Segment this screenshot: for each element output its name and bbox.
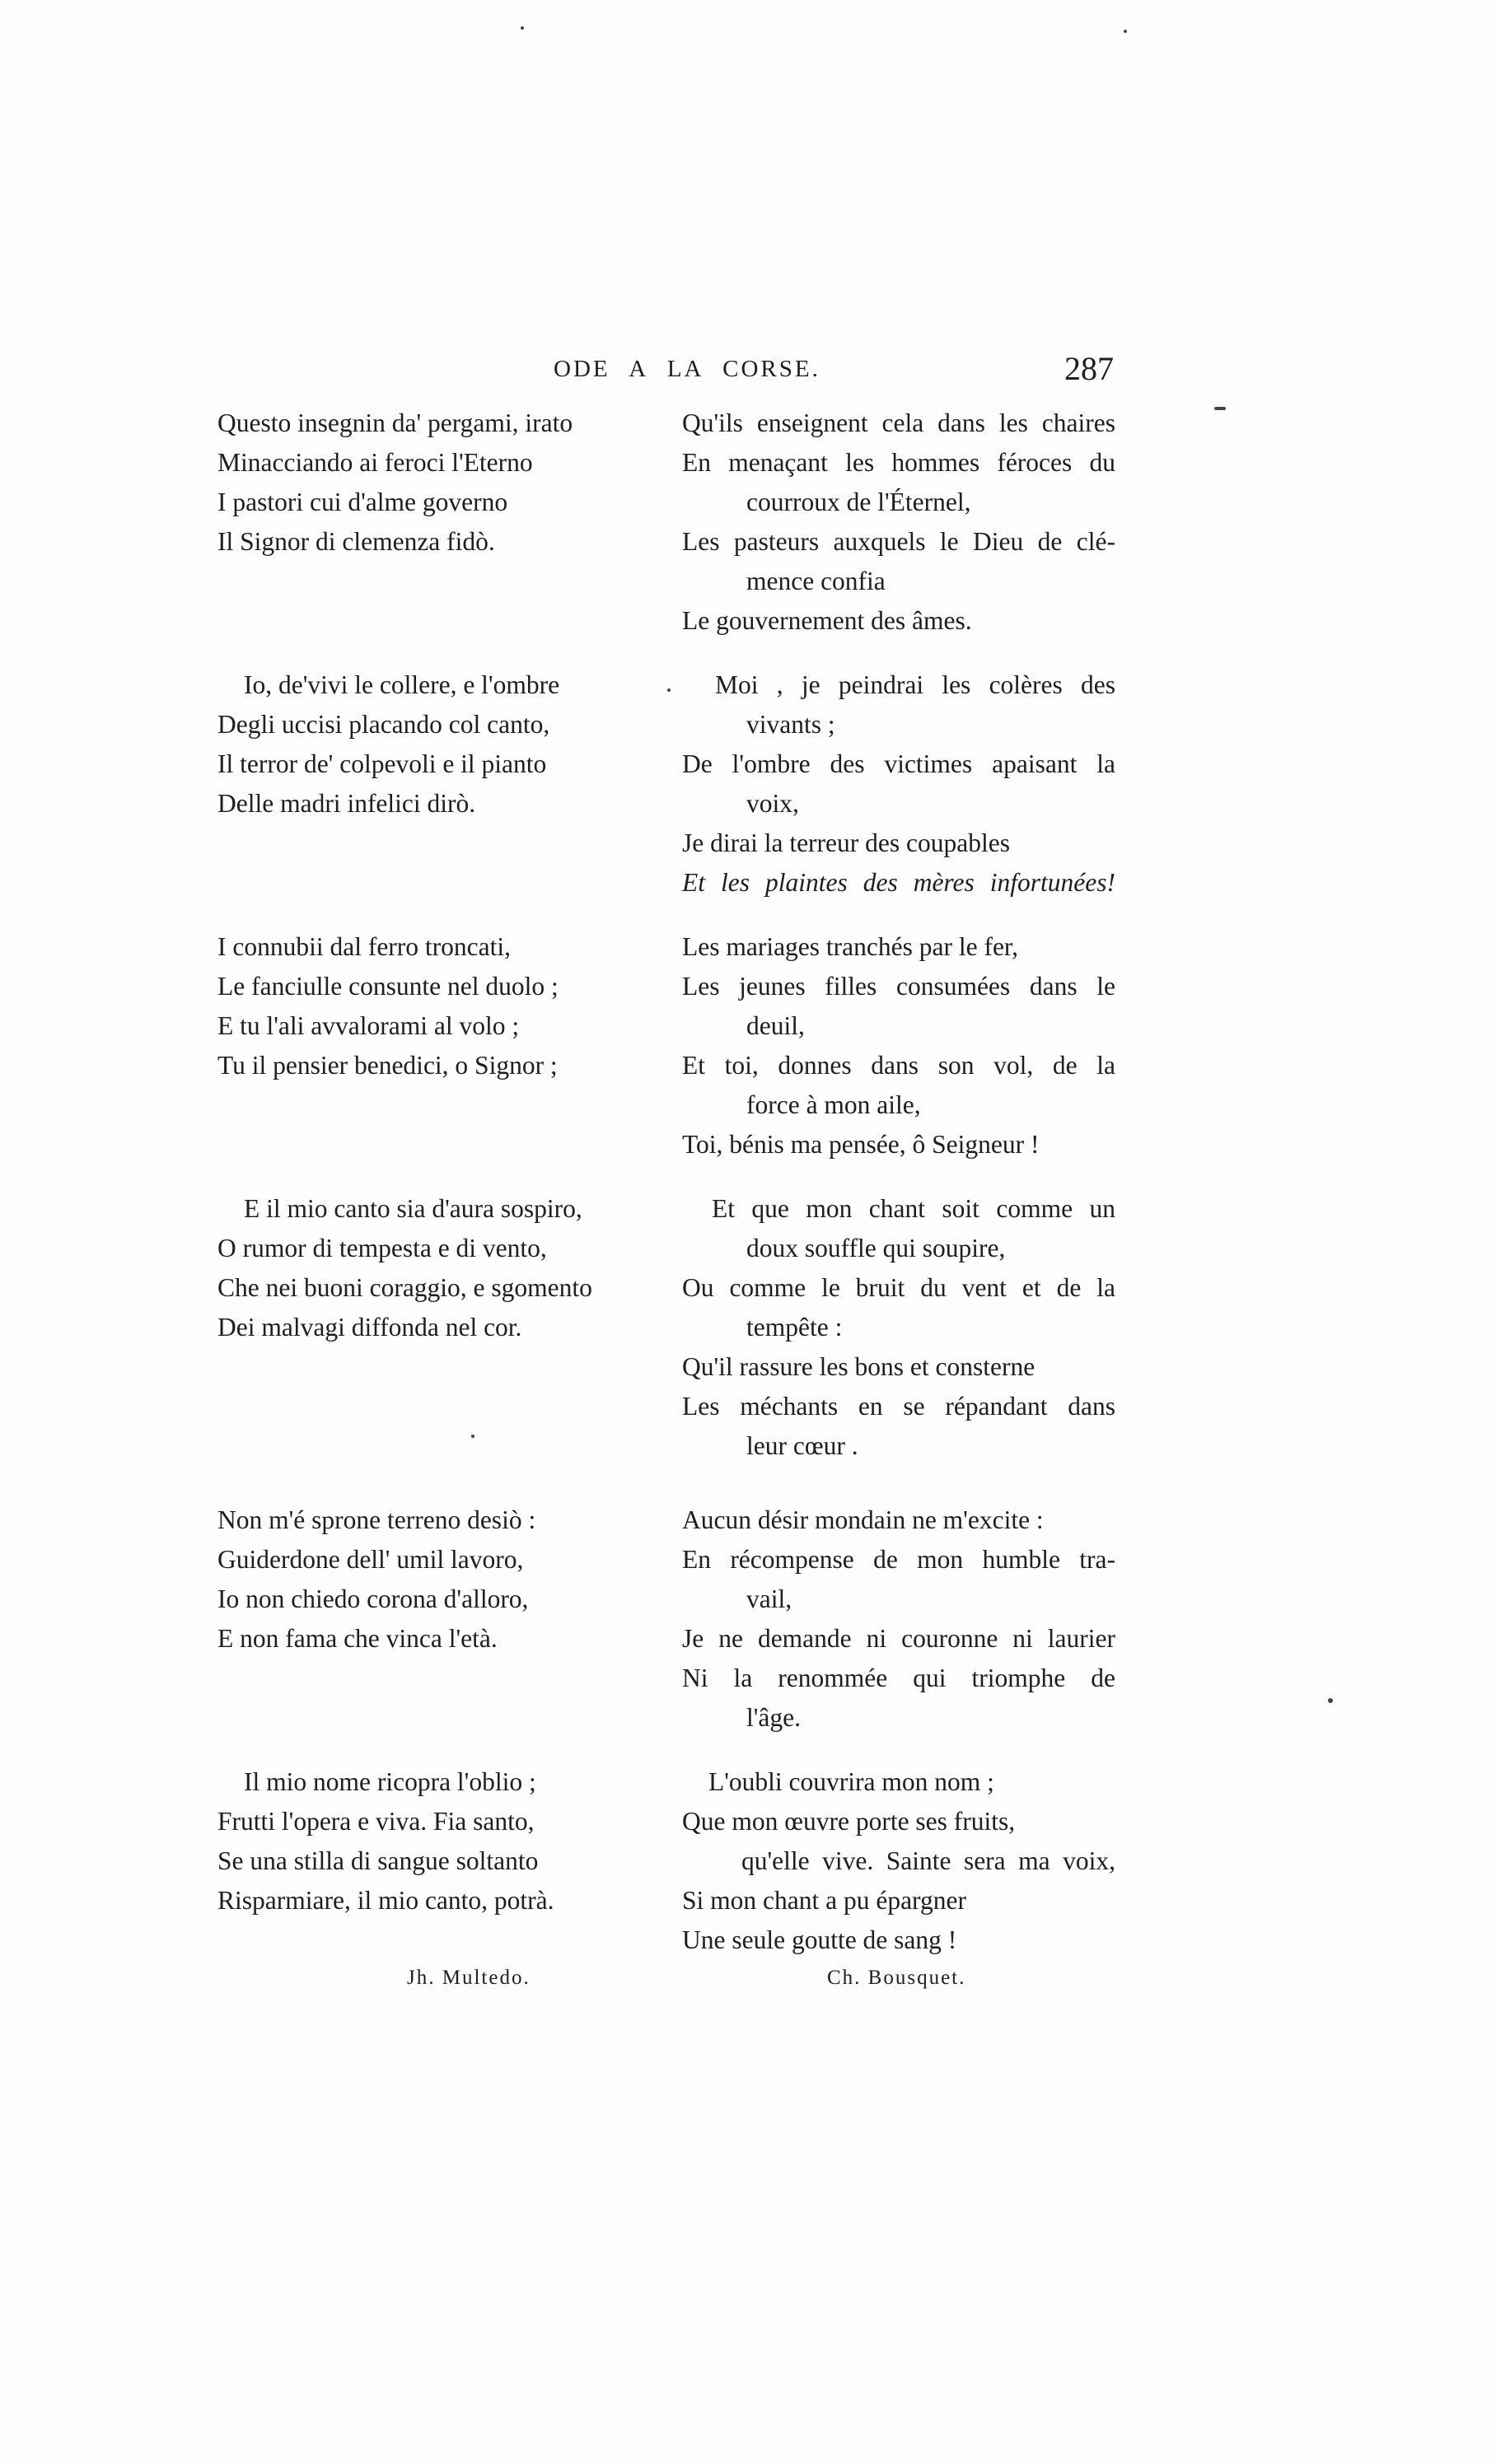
verse-line: E il mio canto sia d'aura sospiro, (244, 1194, 582, 1223)
verse-line: Ni la renommée qui triomphe de (682, 1664, 1115, 1692)
verse-line: Ou comme le bruit du vent et de la (682, 1273, 1115, 1302)
verse-line: courroux de l'Éternel, (746, 488, 971, 516)
verse-line: De l'ombre des victimes apaisant la (682, 749, 1115, 778)
verse-line: E non fama che vinca l'età. (217, 1624, 498, 1653)
verse-line: En récompense de mon humble tra- (682, 1545, 1115, 1574)
verse-line: Je ne demande ni couronne ni laurier (682, 1624, 1115, 1653)
running-header (0, 349, 1496, 392)
print-speck (1124, 30, 1127, 33)
verse-line: Toi, bénis ma pensée, ô Seigneur ! (682, 1130, 1040, 1159)
verse-line: I connubii dal ferro troncati, (217, 932, 511, 961)
verse-line: vail, (746, 1584, 792, 1613)
verse-line: Une seule goutte de sang ! (682, 1925, 957, 1954)
verse-line: doux souffle qui soupire, (746, 1234, 1006, 1262)
verse-line: tempête : (746, 1313, 843, 1342)
verse-line: Les méchants en se répandant dans (682, 1392, 1115, 1421)
verse-line: Les jeunes filles consumées dans le (682, 972, 1115, 1001)
verse-line: deuil, (746, 1011, 805, 1040)
verse-line: Delle madri infelici dirò. (217, 789, 476, 818)
verse-line: Aucun désir mondain ne m'excite : (682, 1505, 1044, 1534)
italian-signature: Jh. Multedo. (407, 1967, 531, 1989)
verse-line: Les mariages tranchés par le fer, (682, 932, 1019, 961)
print-speck (667, 688, 671, 692)
verse-line: Les pasteurs auxquels le Dieu de clé- (682, 527, 1115, 556)
verse-line: Che nei buoni coraggio, e sgomento (217, 1273, 592, 1302)
verse-line: O rumor di tempesta e di vento, (217, 1234, 547, 1262)
verse-line: Il mio nome ricopra l'oblio ; (244, 1767, 536, 1796)
verse-line: Si mon chant a pu épargner (682, 1886, 966, 1915)
verse-line: Et toi, donnes dans son vol, de la (682, 1051, 1115, 1080)
verse-line: qu'elle vive. Sainte sera ma voix, (741, 1846, 1115, 1875)
verse-line: Le fanciulle consunte nel duolo ; (217, 972, 559, 1001)
verse-line: Minacciando ai feroci l'Eterno (217, 448, 533, 477)
verse-line: Questo insegnin da' pergami, irato (217, 408, 573, 437)
verse-line: Io non chiedo corona d'alloro, (217, 1584, 529, 1613)
verse-line: l'âge. (746, 1703, 802, 1732)
verse-line: mence confia (746, 567, 886, 595)
verse-line: Que mon œuvre porte ses fruits, (682, 1807, 1016, 1836)
page-number: 287 (1064, 350, 1114, 387)
verse-line: Se una stilla di sangue soltanto (217, 1846, 539, 1875)
verse-line: Tu il pensier benedici, o Signor ; (217, 1051, 558, 1080)
verse-line: Et que mon chant soit comme un (712, 1194, 1115, 1223)
verse-line: L'oubli couvrira mon nom ; (708, 1767, 994, 1796)
verse-line: I pastori cui d'alme governo (217, 488, 508, 516)
verse-line: Il Signor di clemenza fidò. (217, 527, 495, 556)
print-speck (471, 1435, 475, 1438)
verse-line: leur cœur . (746, 1431, 858, 1460)
verse-line: Qu'ils enseignent cela dans les chaires (682, 408, 1115, 437)
verse-line: Et les plaintes des mères infortunées! (682, 868, 1115, 897)
verse-line: Dei malvagi diffonda nel cor. (217, 1313, 522, 1342)
print-speck (1328, 1698, 1333, 1703)
verse-line: Qu'il rassure les bons et consterne (682, 1352, 1036, 1381)
verse-line: Moi , je peindrai les colères des (715, 670, 1115, 699)
verse-line: vivants ; (746, 710, 835, 739)
verse-line: Degli uccisi placando col canto, (217, 710, 550, 739)
verse-line: Il terror de' colpevoli e il pianto (217, 749, 547, 778)
verse-line: E tu l'ali avvalorami al volo ; (217, 1011, 520, 1040)
running-title: ODE A LA CORSE. (554, 356, 820, 382)
verse-line: Risparmiare, il mio canto, potrà. (217, 1886, 554, 1915)
french-signature: Ch. Bousquet. (827, 1967, 966, 1989)
print-speck (1214, 407, 1226, 410)
verse-line: Guiderdone dell' umil lavoro, (217, 1545, 524, 1574)
verse-line: force à mon aile, (746, 1090, 921, 1119)
verse-line: En menaçant les hommes féroces du (682, 448, 1115, 477)
verse-line: Io, de'vivi le collere, e l'ombre (244, 670, 560, 699)
verse-line: voix, (746, 789, 799, 818)
verse-line: Frutti l'opera e viva. Fia santo, (217, 1807, 535, 1836)
verse-line: Le gouvernement des âmes. (682, 606, 972, 635)
print-speck (521, 26, 524, 30)
verse-line: Non m'é sprone terreno desiò : (217, 1505, 536, 1534)
verse-line: Je dirai la terreur des coupables (682, 828, 1010, 857)
